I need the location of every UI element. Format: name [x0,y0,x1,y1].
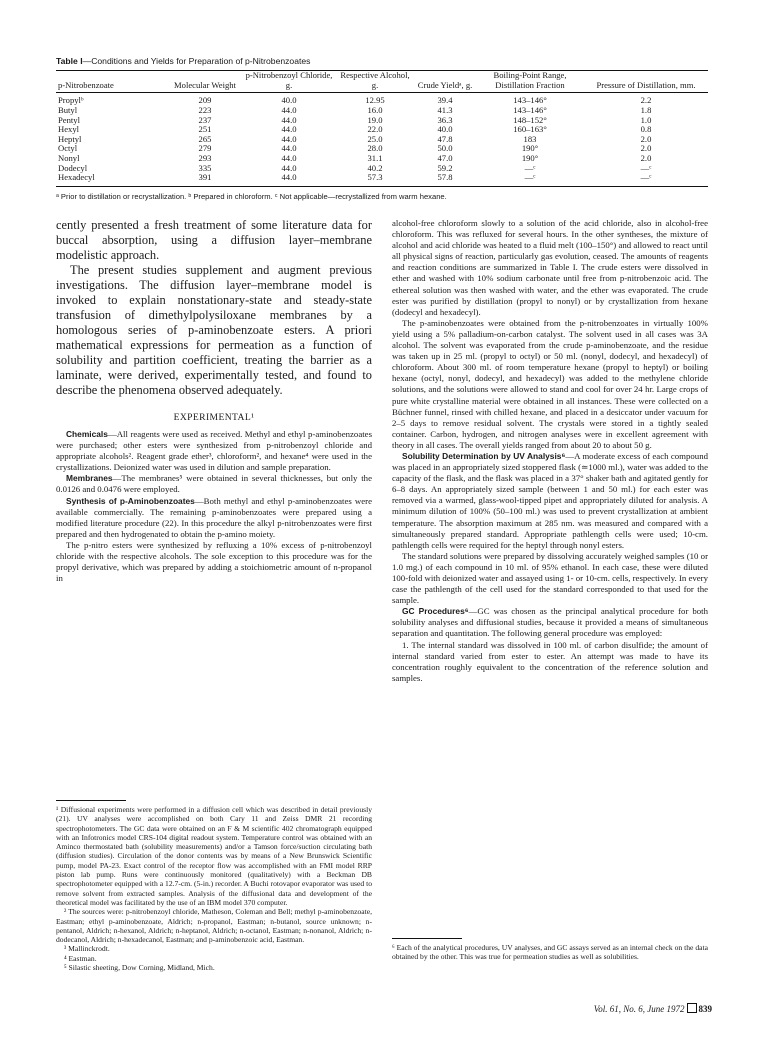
table-cell: 190° [521,143,539,154]
table-cell: 143–146° [513,95,547,106]
table-cell: 279 [198,143,212,154]
table-label: Table I [56,56,83,66]
table-cell: 44.0 [281,162,297,173]
intro-paragraph: cently presented a fresh treatment of some literature data for buccal absorption, using a diffusion layer–membrane modelistic approach. [56,218,372,262]
table-cell: 22.0 [367,124,383,135]
col-header: Molecular Weight [168,71,242,93]
table-cell: —ᶜ [524,162,536,173]
table-cell: 44.0 [281,143,297,154]
table-cell: 251 [198,124,212,135]
table-cell: 160–163° [513,124,547,135]
table-cell: Pentyl [58,114,80,125]
table-cell: 44.0 [281,114,297,125]
paragraph: Solubility Determination by UV Analysis⁶—A moderate excess of each compound was placed in an appropriately sized stoppered flask (≃1000 ml.), water was added to the capacity of the flask, and the flask was placed in a 37° shaker bath and agitated gently for 6–8 days. An appropriately sized sample (between 1 and 50 ml.) for each ester was removed via a warmed, glass-wool-tipped pipet and appropriately diluted for analysis. A minimum dilution of 100% (50–100 ml.) was used to prevent crystallization at ambient temperature. The absorption maximum at 285 nm. was measured and compared with a simultaneously prepared standard. Appropriate pathlength cells were used; 10-cm. pathlength cells were required for the heptyl through nonyl esters. [392,450,708,550]
table-cell: 40.2 [367,162,383,173]
table-cell: 47.8 [437,133,453,144]
footnote: ¹ Diffusional experiments were performed in a diffusion cell which was described in detail previously (21). UV analyses were accomplished on both Cary 11 and Zeiss DMR 21 recording spectrophotometers. The GC data were obtained on an F & M scientific 402 chromatograph equipped with an Infotronics model CRS-104 digital readout system. Temperature control was obtained with an Aminco thermostated bath (solubility measurements) and/or a Tamson force/suction circulating bath (diffusion studies). Circulation of the donor contents was by means of a New Brunswick Scientific pump, model PA-23. Exact control of the receptor flow was accomplished with an FMI model RRP piston lab pump. Runs were continuously monitored (qualitatively) with a Beckman DB spectrophotometer equipped with a 12.7-cm. (5-in.) recorder. A Buchi rotovapor evaporator was used to remove solvent from extracted samples. Analysis of the diffusional data and development of the theoretical model was facilitated by the use of an IBM model 370 computer. [56,805,372,907]
right-column [392,218,708,684]
footnote-rule [392,938,462,939]
paragraph: GC Procedures⁶—GC was chosen as the principal analytical procedure for both solubility analyses and diffusional studies, because it provided a means of simultaneous separation and quantitation. The following general procedure was employed: [392,606,708,639]
run-in-heading: Synthesis of p-Aminobenzoates [66,495,195,506]
footnote: ² The sources were: p-nitrobenzoyl chloride, Matheson, Coleman and Bell; methyl p-aminobenzoate, Eastman; ethyl p-aminobenzoate, Aldrich; n-propanol, Eastman; n-butanol, source unknown; n-pentanol, Aldrich; n-hexanol, Aldrich; n-heptanol, Aldrich; n-octanol, Eastman; n-nonanol, Aldrich; n-dodecanol, Aldrich; n-hexadecanol, Eastman; and p-aminobenzoic acid, Eastman. [56,907,372,945]
col-header: Boiling-Point Range, Distillation Fraction [476,71,584,93]
run-in-heading: Chemicals [66,429,108,439]
col-header: p-Nitrobenzoyl Chloride, g. [242,71,336,93]
table-cell: 28.0 [367,143,383,154]
table-cell: 391 [168,173,242,186]
table-cell: —ᶜ [476,173,584,186]
table-caption [56,56,708,66]
table-block [56,56,708,201]
paragraph: Chemicals—All reagents were used as received. Methyl and ethyl p-aminobenzoates were purchased; other esters were synthesized from p-nitrobenzoyl chloride and appropriate alcohols². Reagent grade ether³, chloroform², and hexane⁴ were used in the crystallizations. Deionized water was used in dilution and sample preparation. [56,429,372,473]
table-cell: 44.0 [242,173,336,186]
col-header: Crude Yieldᵃ, g. [414,71,476,93]
left-column [56,218,372,584]
table-cell: 59.2 [437,162,453,173]
table-cell: 12.95 [365,95,385,106]
paragraph: The p-nitro esters were synthesized by refluxing a 10% excess of p-nitrobenzoyl chloride with the respective alcohols. The sole exception to this procedure was for the propyl derivative, which was prepared by adding a stoichiometric amount of n-propanol in [56,539,372,584]
table-cell: 44.0 [281,133,297,144]
table-cell: Hexadecyl [56,173,168,186]
table-cell: 41.3 [437,104,453,115]
table-cell: Butyl [58,104,78,115]
table-cell: 39.4 [437,95,453,106]
table-cell: 40.0 [437,124,453,135]
paragraph: 1. The internal standard was dissolved in 100 ml. of carbon disulfide; the amount of internal standard varied from ester to ester. An attempt was made to have its concentration roughly equivalent to the concentration of the reference solution and samples. [392,639,708,683]
experimental-text-continued [392,218,708,684]
table-cell: Heptyl [58,133,82,144]
table-row [56,93,708,106]
table-cell: 31.1 [367,153,383,163]
table-cell: 148–152° [513,114,547,125]
right-footnotes [392,938,708,962]
table-cell: 44.0 [281,124,297,135]
paragraph: Synthesis of p-Aminobenzoates—Both methyl and ethyl p-aminobenzoates were available commercially. The remaining p-aminobenzoates were prepared using a modified literature procedure (22). In this procedure the alkyl p-nitrobenzoates were first prepared and then hydrogenated to obtain the p-amino moiety. [56,495,372,539]
col-header: Respective Alcohol, g. [336,71,414,93]
table-cell: 335 [198,162,212,173]
table-row [56,173,708,186]
paragraph: The p-aminobenzoates were obtained from the p-nitrobenzoates in virtually 100% yield using a 5% palladium-on-carbon catalyst. The solvent used in all cases was 3A alcohol. The solvent was evaporated from the crude p-aminobenzoate, and the residue was taken up in 25 ml. (propyl to octyl) or 50 ml. (nonyl, dodecyl, and hexadecyl) of chloroform. About 300 ml. of room temperature hexane (propyl to heptyl) or boiling hexane (octyl, nonyl, dodecyl, and hexadecyl) was added to the methylene chloride solutions, and the solutions were allowed to stand and cool for over 24 hr. Large crops of pure white crystalline material were obtained in all instances. These were collected on a Büchner funnel, rinsed with chilled hexane, and placed in a desiccator under vacuum for 2–5 days to remove residual solvent. The crystals were stored in a tightly sealed container. Carbon, hydrogen, and nitrogen analyses were in excellent agreement with theory in all cases. The overall yields ranged from about 20 to about 50 g. [392,317,708,450]
table-cell: 40.0 [281,95,297,106]
section-heading: EXPERIMENTAL¹ [173,412,255,423]
paragraph: alcohol-free chloroform slowly to a solution of the acid chloride, also in alcohol-free chloroform. This was refluxed for several hours. In the other syntheses, the mixture of alcohol and acid chloride was heated to a fluid melt (100–150°) and allowed to react until all physical signs of reaction, particularly gas evolution, ceased. The amounts of reagents and reaction conditions are summarized in Table I. The crude esters were dissolved in ether and washed with 10% sodium carbonate until free from p-nitrobenzoic acid. The ethereal solution was then washed with water, and the ether was evaporated. The crude ester was purified by distillation (propyl to nonyl) or by crystallization from hexane (dodecyl and hexadecyl). [392,218,708,317]
table-cell: 44.0 [281,153,297,163]
table-cell: —ᶜ [640,162,652,173]
table-cell: 2.0 [640,153,652,163]
table-header-row [56,71,708,93]
run-in-heading: GC Procedures⁶ [402,606,469,617]
page-number: 839 [698,1004,712,1014]
table-cell: 223 [198,104,212,115]
paragraph: The standard solutions were prepared by dissolving accurately weighed samples (10 or 1.0 mg.) of each compound in 10 ml. of 95% ethanol. In each case, these were diluted 100-fold with deionized water and assayed using 1- or 10-cm. cells, respectively. In every case the pathlength of the cell used for the standard corresponded to that used for the sample. [392,550,709,606]
table-cell: 2.0 [640,143,652,154]
table-title: —Conditions and Yields for Preparation of p-Nitrobenzoates [82,56,311,66]
table-cell: 36.3 [437,114,453,125]
table-cell: 265 [198,133,212,144]
journal-citation: Vol. 61, No. 6, June 1972 [593,1004,685,1014]
footnote: ⁴ Eastman. [64,953,97,963]
footnote-rule [56,800,126,801]
table-notes: ᵃ Prior to distillation or recrystallization. ᵇ Prepared in chloroform. ᶜ Not applicable—recrystallized from warm hexane. [56,191,447,201]
table-cell: 143–146° [513,104,547,115]
table-cell: 293 [198,153,212,163]
table-cell: Nonyl [58,153,80,163]
introduction [56,218,372,398]
col-header: p-Nitrobenzoate [56,71,168,93]
table-cell: 19.0 [367,114,383,125]
table-cell: 209 [198,95,212,106]
table-cell: —ᶜ [584,173,708,186]
table-cell: 0.8 [640,124,652,135]
table-cell: 1.0 [640,114,652,125]
table-cell: 190° [521,153,539,163]
square-icon [687,1003,697,1013]
table-cell: Propylᵇ [58,95,84,106]
footnote: ³ Mallinckrodt. [64,944,110,954]
table-cell: 44.0 [281,104,297,115]
table-cell: 57.3 [336,173,414,186]
table-cell: 183 [523,133,537,144]
table-cell: Dodecyl [58,162,88,173]
run-in-heading: Membranes [66,473,113,484]
experimental-text [56,429,372,584]
data-table [56,70,708,187]
table-cell: 25.0 [367,133,383,144]
table-cell: 1.8 [640,104,652,115]
table-cell: 2.0 [640,133,652,144]
page-footer [594,1003,712,1014]
col-header: Pressure of Distillation, mm. [584,71,708,93]
run-in-heading: Solubility Determination by UV Analysis⁶ [402,450,566,461]
footnote: ⁶ Each of the analytical procedures, UV analyses, and GC assays served as an internal check on the data obtained by the other. This was true for permeation studies as well as solubilities. [392,943,708,962]
table-cell: 50.0 [437,143,453,154]
footnote: ⁵ Silastic sheeting, Dow Corning, Midland, Mich. [64,963,215,973]
left-footnotes [56,800,372,972]
table-cell: 47.0 [437,153,453,163]
table-body [56,93,708,187]
table-cell: Octyl [58,143,78,154]
table-cell: 16.0 [367,104,383,115]
table-cell: 57.8 [414,173,476,186]
table-cell: 237 [198,114,212,125]
intro-paragraph: The present studies supplement and augment previous investigations. The diffusion layer–membrane model is invoked to explain nonstationary-state and steady-state transfusion of dimethylpolysiloxane membranes by a homologous series of p-aminobenzoate esters. A priori mathematical expressions for permeation as a function of solubility and partition coefficient, treating the barrier as a laminate, were derived, experimentally tested, and found to describe the phenomena observed adequately. [56,263,372,397]
table-cell: Hexyl [58,124,80,135]
paragraph: Membranes—The membranes⁵ were obtained in several thicknesses, but only the 0.0126 and 0.0476 were employed. [56,473,372,495]
table-cell: 2.2 [640,95,652,106]
